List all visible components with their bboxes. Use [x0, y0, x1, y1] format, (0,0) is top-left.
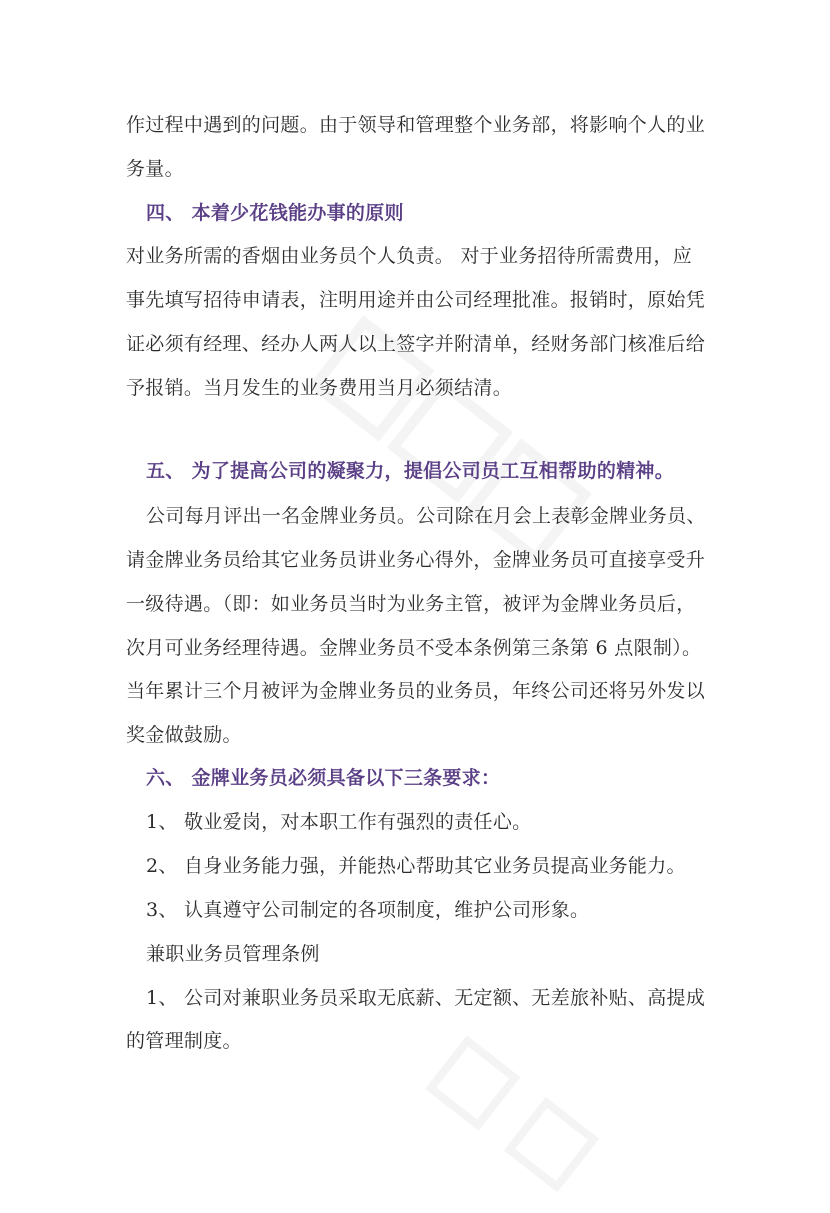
section-heading-4: 四、 本着少花钱能办事的原则: [146, 202, 404, 224]
paragraph-line: 当年累计三个月被评为金牌业务员的业务员，年终公司还将另外发以: [126, 680, 706, 702]
list-item-part-time-1: 1、 公司对兼职业务员采取无底薪、无定额、无差旅补贴、高提成: [146, 987, 706, 1009]
paragraph-line: 务量。: [126, 158, 184, 180]
paragraph-line: 请金牌业务员给其它业务员讲业务心得外，金牌业务员可直接享受升: [126, 549, 706, 571]
paragraph-line: 作过程中遇到的问题。由于领导和管理整个业务部，将影响个人的业: [126, 114, 706, 136]
list-item-1: 1、 敬业爱岗，对本职工作有强烈的责任心。: [146, 811, 532, 833]
paragraph-line: 事先填写招待申请表，注明用途并由公司经理批准。报销时，原始凭: [126, 289, 706, 311]
paragraph-line: 证必须有经理、经办人两人以上签字并附清单，经财务部门核准后给: [126, 333, 706, 355]
paragraph-line: 一级待遇。（即：如业务员当时为业务主管，被评为金牌业务员后，: [126, 593, 696, 615]
subsection-title: 兼职业务员管理条例: [146, 943, 320, 965]
paragraph-line: 奖金做鼓励。: [126, 724, 242, 746]
paragraph-line: 的管理制度。: [126, 1030, 242, 1052]
paragraph-line: 公司每月评出一名金牌业务员。公司除在月会上表彰金牌业务员、: [146, 505, 706, 527]
paragraph-line: 对业务所需的香烟由业务员个人负责。 对于业务招待所需费用，应: [126, 245, 693, 267]
watermark-logo-lower: [417, 1027, 624, 1213]
list-item-2: 2、 自身业务能力强，并能热心帮助其它业务员提高业务能力。: [146, 855, 686, 877]
section-heading-5: 五、 为了提高公司的凝聚力，提倡公司员工互相帮助的精神。: [146, 460, 675, 482]
section-heading-6: 六、 金牌业务员必须具备以下三条要求：: [146, 767, 501, 789]
list-item-3: 3、 认真遵守公司制定的各项制度，维护公司形象。: [146, 899, 590, 921]
paragraph-line: 予报销。当月发生的业务费用当月必须结清。: [126, 377, 513, 399]
paragraph-line: 次月可业务经理待遇。金牌业务员不受本条例第三条第 6 点限制）。: [126, 637, 702, 659]
